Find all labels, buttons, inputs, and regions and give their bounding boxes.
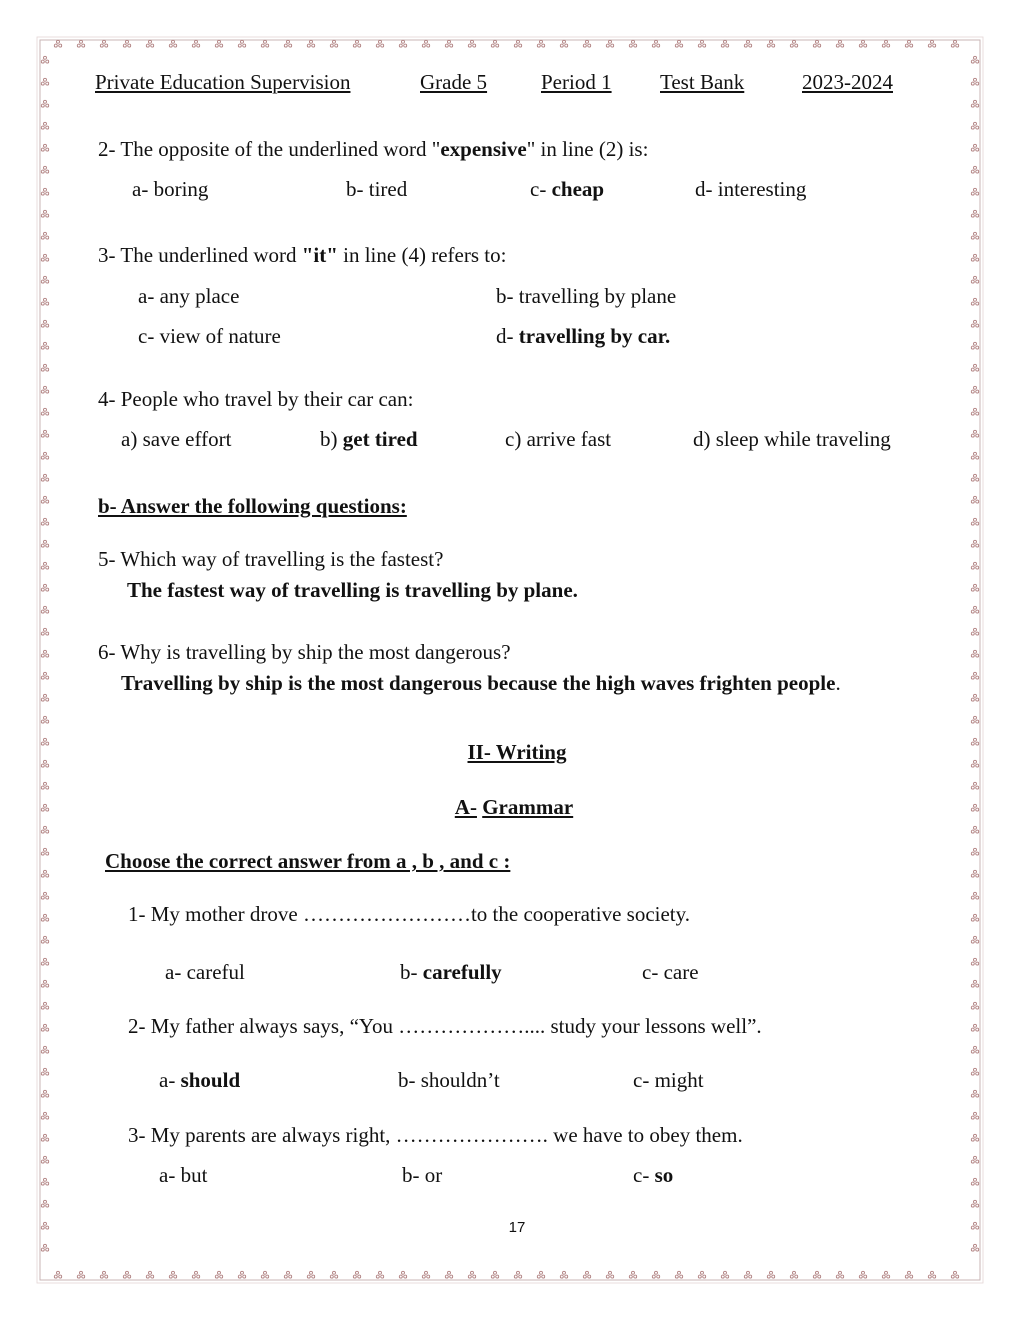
border-ornament [971,232,978,239]
border-ornament [971,606,978,613]
border-ornament [41,694,48,701]
border-ornament [215,40,222,47]
header-year: 2023-2024 [802,70,893,94]
border-ornament [971,562,978,569]
q2-option-b[interactable]: b- tired [346,177,408,201]
border-ornament [971,518,978,525]
border-ornament [859,40,866,47]
grammar-instruction: Choose the correct answer from a , b , and c : [105,849,511,873]
border-ornament [971,848,978,855]
border-ornament [41,782,48,789]
border-ornament [971,1134,978,1141]
q3-option-b[interactable]: b- travelling by plane [496,284,677,308]
border-ornament [41,672,48,679]
grammar-question-1: 1- My mother drove ……………………to the cooperative society. [128,902,691,926]
border-ornament [77,1271,84,1278]
border-ornament [744,40,751,47]
q4-option-d[interactable]: d) sleep while traveling [693,427,891,451]
border-ornament [330,1271,337,1278]
border-ornament [215,1271,222,1278]
border-ornament [41,496,48,503]
border-ornament [606,40,613,47]
page-number: 17 [508,1219,526,1236]
border-ornament [491,1271,498,1278]
q2-option-a[interactable]: a- boring [132,177,209,201]
border-ornament [41,1002,48,1009]
border-ornament [41,342,48,349]
border-ornament [307,40,314,47]
border-ornament [698,40,705,47]
q3-option-a[interactable]: a- any place [138,284,240,308]
border-ornament [41,870,48,877]
grammar-subtitle: A- Grammar [454,795,574,819]
border-ornament [813,40,820,47]
border-ornament [971,188,978,195]
border-ornament [123,40,130,47]
border-ornament [971,782,978,789]
border-ornament [971,430,978,437]
border-ornament [629,1271,636,1278]
border-ornament [41,364,48,371]
border-ornament [100,40,107,47]
border-ornament [41,78,48,85]
border-ornament [971,100,978,107]
border-ornament [514,1271,521,1278]
border-ornament [583,40,590,47]
q2-option-c[interactable]: c- cheap [530,177,605,201]
border-ornament [41,298,48,305]
border-ornament [468,40,475,47]
q4-option-a[interactable]: a) save effort [121,427,232,451]
g3-option-a[interactable]: a- but [159,1163,208,1187]
border-ornament [284,1271,291,1278]
border-ornament [971,364,978,371]
border-ornament [468,1271,475,1278]
border-ornament [41,430,48,437]
border-ornament [238,1271,245,1278]
border-ornament [41,914,48,921]
border-ornament [41,1090,48,1097]
border-ornament [41,628,48,635]
border-ornament [971,584,978,591]
border-ornament [261,40,268,47]
border-ornament [971,1046,978,1053]
border-ornament [41,210,48,217]
g3-option-c[interactable]: c- so [633,1163,674,1187]
border-ornament [41,892,48,899]
border-ornament [721,40,728,47]
border-ornament [41,958,48,965]
border-ornament [41,1244,48,1251]
border-ornament [971,1200,978,1207]
border-ornament [422,40,429,47]
border-ornament [971,694,978,701]
header-period: Period 1 [541,70,612,94]
g2-option-c[interactable]: c- might [633,1068,704,1092]
border-ornament [971,144,978,151]
border-ornament [41,1024,48,1031]
border-ornament [560,1271,567,1278]
border-ornament [41,122,48,129]
border-ornament [41,1046,48,1053]
g1-option-a[interactable]: a- careful [165,960,245,984]
grammar-question-2: 2- My father always says, “You ……………….... study your lessons well”. [128,1014,762,1038]
border-ornament [971,1024,978,1031]
border-ornament [41,1156,48,1163]
border-ornament [971,1178,978,1185]
border-ornament [41,276,48,283]
border-ornament [767,40,774,47]
border-ornament [100,1271,107,1278]
border-ornament [928,40,935,47]
border-ornament [41,606,48,613]
border-ornament [41,166,48,173]
border-ornament [971,980,978,987]
question-2-stem: 2- The opposite of the underlined word "expensive" in line (2) is: [98,137,649,161]
border-ornament [192,1271,199,1278]
border-ornament [41,716,48,723]
border-ornament [675,40,682,47]
border-ornament [836,1271,843,1278]
border-ornament [514,40,521,47]
answer-5: The fastest way of travelling is travelling by plane. [127,578,578,602]
q3-option-d[interactable]: d- travelling by car. [496,324,671,348]
border-ornament [882,1271,889,1278]
border-ornament [971,870,978,877]
border-ornament [971,672,978,679]
question-3-stem: 3- The underlined word "it" in line (4) refers to: [98,243,507,267]
border-ornament [859,1271,866,1278]
border-ornament [951,1271,958,1278]
border-ornament [928,1271,935,1278]
border-ornament [41,1068,48,1075]
border-ornament [41,232,48,239]
border-ornament [41,408,48,415]
border-ornament [971,386,978,393]
border-ornament [41,584,48,591]
border-ornament [971,1112,978,1119]
border-ornament [77,40,84,47]
border-ornament [652,40,659,47]
border-ornament [971,342,978,349]
border-ornament [971,210,978,217]
border-ornament [146,1271,153,1278]
border-ornament [790,40,797,47]
border-ornament [971,958,978,965]
border-ornament [54,1271,61,1278]
border-ornament [971,166,978,173]
border-ornament [41,826,48,833]
border-ornament [41,188,48,195]
border-ornament [41,518,48,525]
border-ornament [971,892,978,899]
border-ornament [123,1271,130,1278]
border-ornament [54,40,61,47]
border-ornament [146,40,153,47]
border-ornament [41,980,48,987]
g1-option-b[interactable]: b- carefully [400,960,502,984]
border-ornament [560,40,567,47]
border-ornament [971,1244,978,1251]
border-ornament [675,1271,682,1278]
border-ornament [284,40,291,47]
g3-option-b[interactable]: b- or [402,1163,443,1187]
border-ornament [971,540,978,547]
border-ornament [445,1271,452,1278]
border-ornament [813,1271,820,1278]
border-ornament [41,848,48,855]
border-ornament [971,936,978,943]
border-ornament [767,1271,774,1278]
border-ornament [261,1271,268,1278]
border-ornament [41,936,48,943]
q4-option-b[interactable]: b) get tired [320,427,418,451]
border-ornament [971,496,978,503]
answer-6: Travelling by ship is the most dangerous because the high waves frighten people. [121,671,841,695]
border-ornament [192,40,199,47]
border-ornament [971,1068,978,1075]
border-ornament [971,56,978,63]
border-ornament [537,40,544,47]
border-ornament [41,254,48,261]
border-ornament [971,298,978,305]
writing-title: II- Writing [467,740,567,764]
border-ornament [41,100,48,107]
border-ornament [971,452,978,459]
border-ornament [41,386,48,393]
border-ornament [41,56,48,63]
g2-option-a[interactable]: a- should [159,1068,241,1092]
border-ornament [41,144,48,151]
border-ornament [41,320,48,327]
border-ornament [971,716,978,723]
border-ornament [652,1271,659,1278]
border-ornament [971,628,978,635]
border-ornament [971,914,978,921]
q2-option-d[interactable]: d- interesting [695,177,807,201]
border-ornament [971,1156,978,1163]
border-ornament [971,254,978,261]
question-5: 5- Which way of travelling is the fastest? [98,547,444,571]
border-ornament [882,40,889,47]
border-ornament [971,650,978,657]
border-ornament [971,320,978,327]
border-ornament [721,1271,728,1278]
border-ornament [971,78,978,85]
grammar-question-3: 3- My parents are always right, …………………. we have to obey them. [128,1123,743,1147]
g2-option-b[interactable]: b- shouldn’t [398,1068,500,1092]
q4-option-c[interactable]: c) arrive fast [505,427,612,451]
border-ornament [971,1090,978,1097]
border-ornament [376,1271,383,1278]
border-ornament [169,40,176,47]
border-ornament [790,1271,797,1278]
border-ornament [491,40,498,47]
border-ornament [971,408,978,415]
border-ornament [971,122,978,129]
header-org: Private Education Supervision [95,70,351,94]
border-ornament [399,1271,406,1278]
header-grade: Grade 5 [420,70,488,94]
border-ornament [971,826,978,833]
border-ornament [399,40,406,47]
border-ornament [698,1271,705,1278]
border-ornament [353,40,360,47]
border-ornament [353,1271,360,1278]
border-ornament [169,1271,176,1278]
header-bank: Test Bank [660,70,745,94]
border-ornament [376,40,383,47]
g1-option-c[interactable]: c- care [642,960,699,984]
border-ornament [41,650,48,657]
border-ornament [41,1112,48,1119]
border-ornament [41,1200,48,1207]
border-ornament [41,452,48,459]
border-ornament [445,40,452,47]
border-ornament [41,562,48,569]
border-ornament [951,40,958,47]
border-ornament [744,1271,751,1278]
border-ornament [905,40,912,47]
border-ornament [836,40,843,47]
border-ornament [583,1271,590,1278]
border-ornament [422,1271,429,1278]
border-ornament [537,1271,544,1278]
question-6: 6- Why is travelling by ship the most dangerous? [98,640,511,664]
border-ornament [41,1178,48,1185]
border-ornament [971,276,978,283]
answer-section-heading: b- Answer the following questions: [98,494,407,518]
border-ornament [41,474,48,481]
q3-option-c[interactable]: c- view of nature [138,324,281,348]
border-ornament [971,1002,978,1009]
border-ornament [905,1271,912,1278]
border-ornament [629,40,636,47]
border-ornament [330,40,337,47]
border-ornament [41,1134,48,1141]
border-ornament [41,540,48,547]
border-ornament [971,474,978,481]
border-ornament [238,40,245,47]
border-ornament [606,1271,613,1278]
border-ornament [307,1271,314,1278]
question-4-stem: 4- People who travel by their car can: [98,387,414,411]
